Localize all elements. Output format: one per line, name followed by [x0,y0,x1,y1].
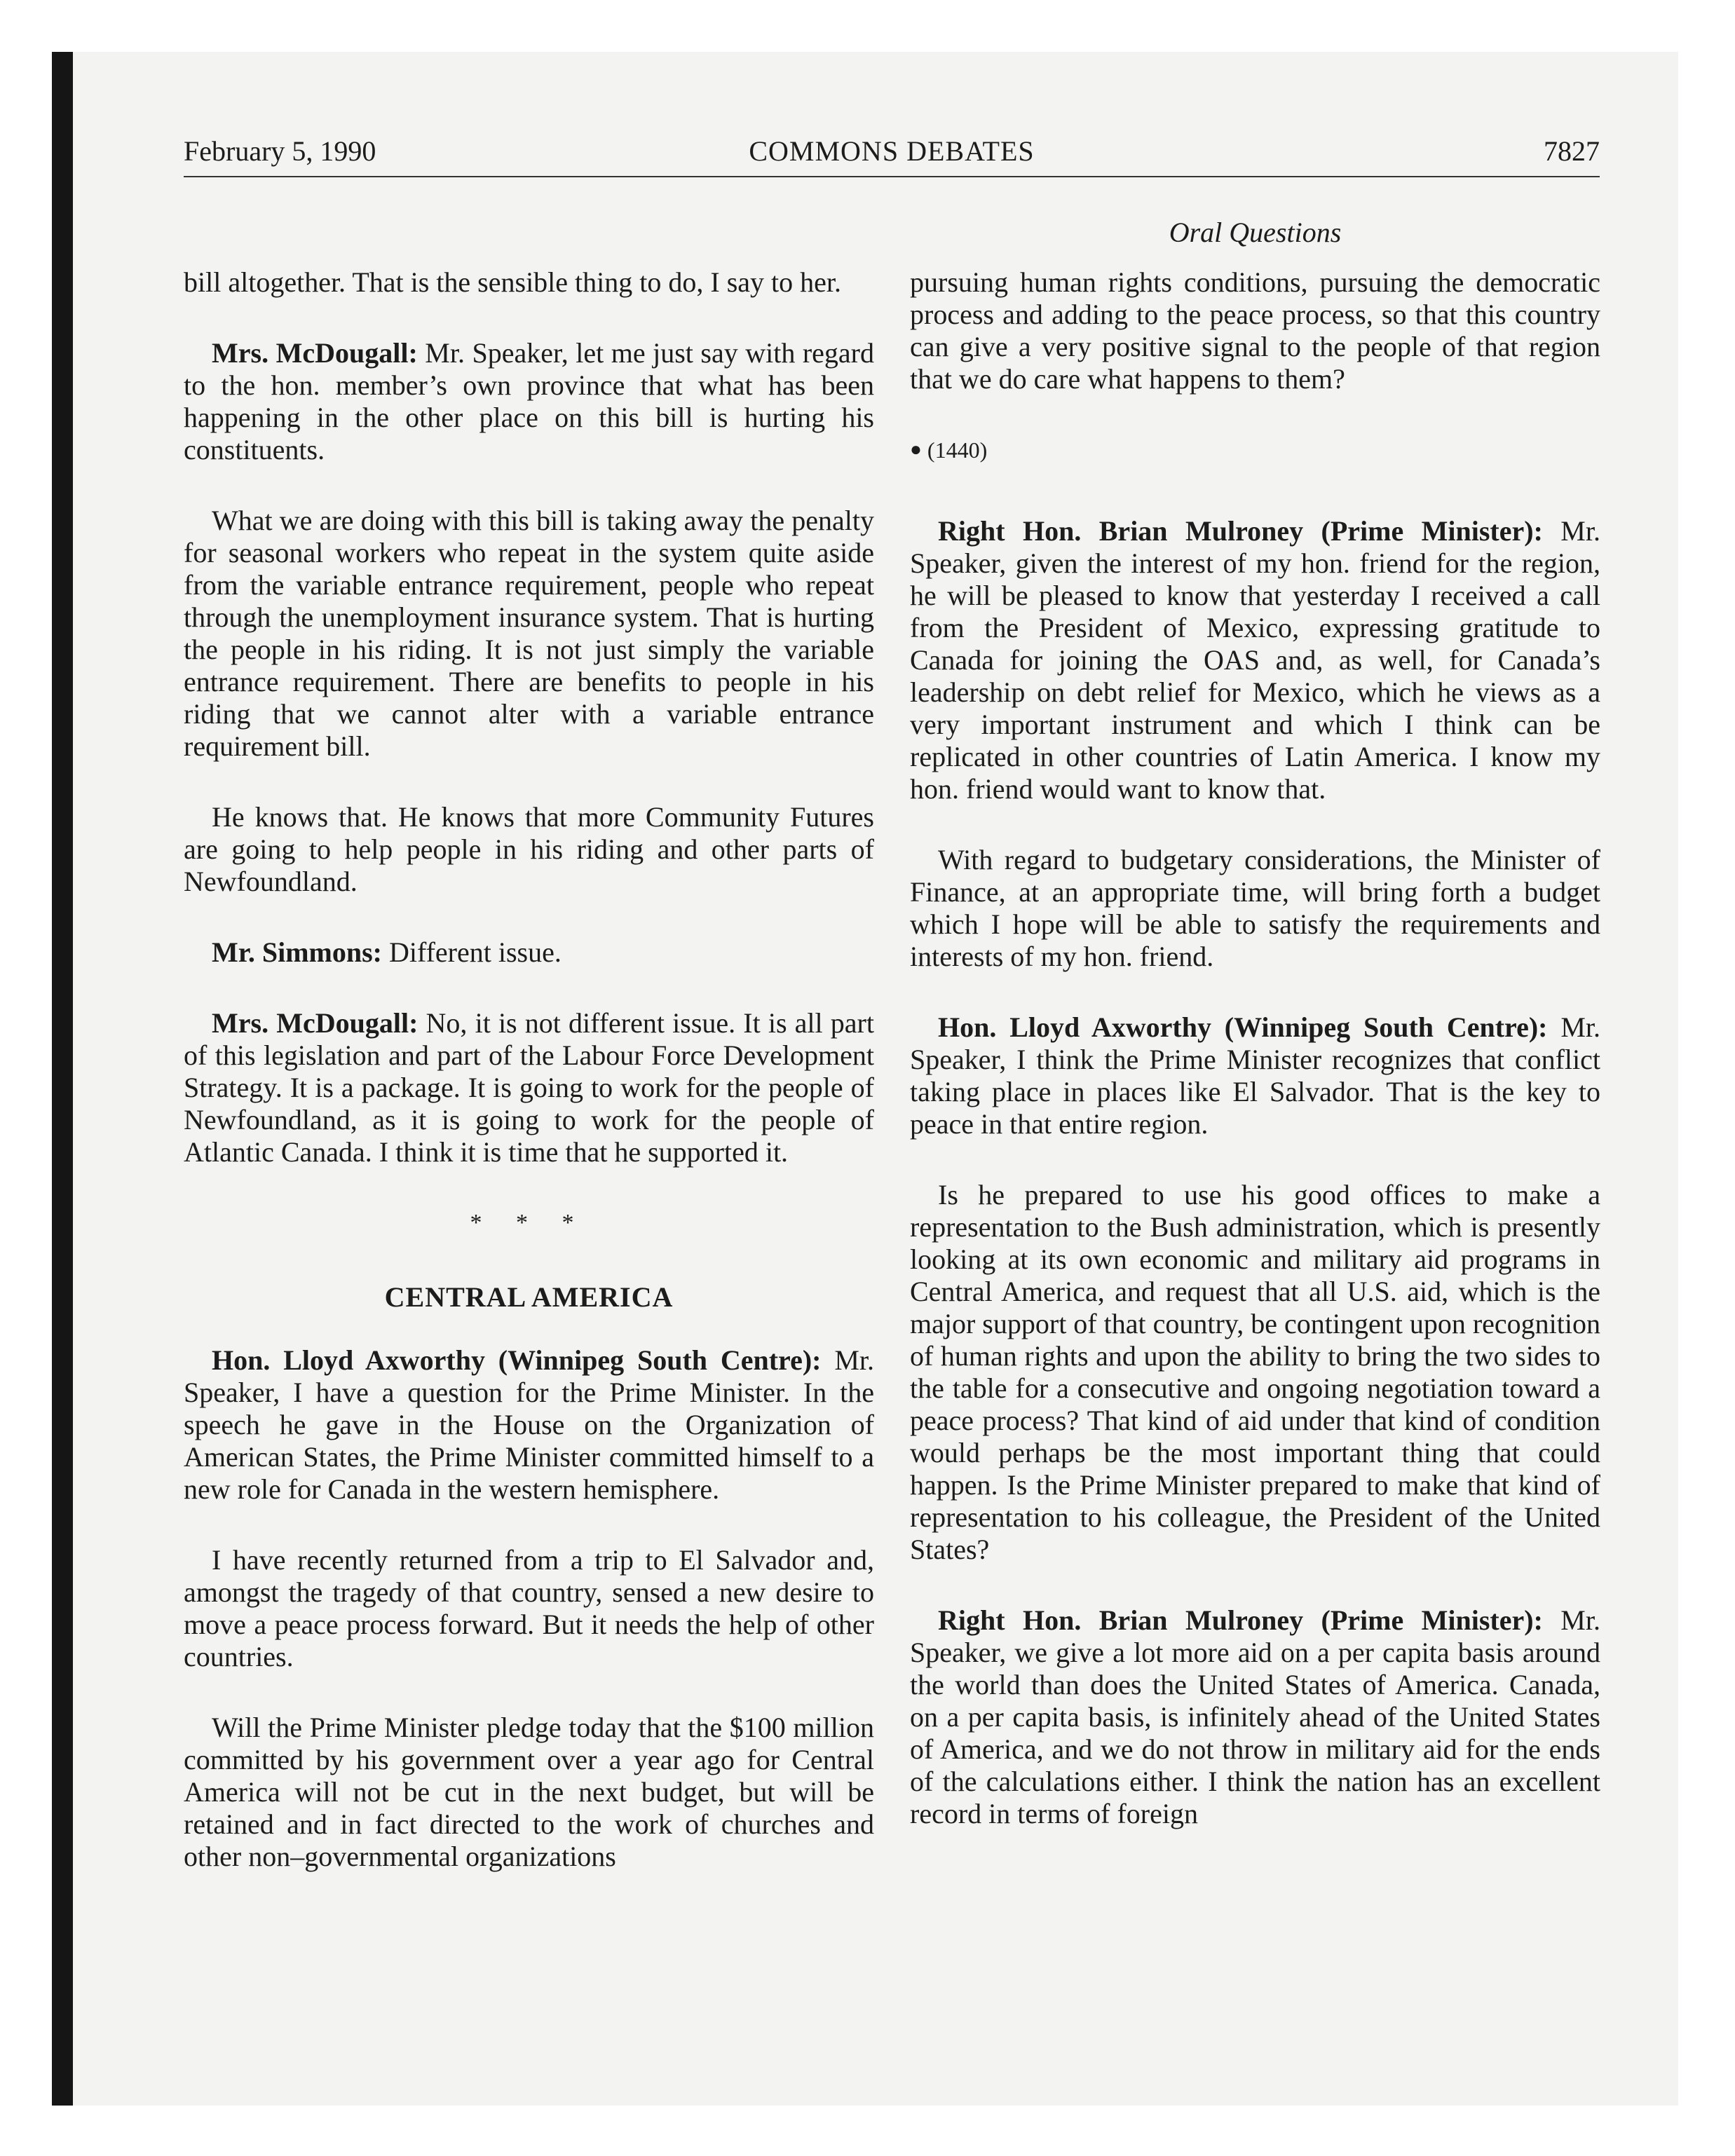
section-label: Oral Questions [1169,217,1342,248]
paragraph: With regard to budgetary considerations, the Minister of Finance, at an appropriate time, will bring forth a budget which I hope will be able to satisfy the requirements and interests of my hon. friend. [910,844,1600,972]
speech-text: Mr. Speaker, we give a lot more aid on a per capita basis around the world than does the United States of America. Canada, on a per capita basis, is infinitely ahead of the United States of America, and we do not throw in military aid for the ends of the calculations either. I think the nation has an excellent record in terms of foreign [910,1604,1600,1829]
section-heading: CENTRAL AMERICA [384,1281,674,1313]
bullet-icon: ● [910,439,922,460]
speaker-name: Hon. Lloyd Axworthy (Winnipeg South Centre): [212,1344,822,1376]
paragraph: What we are doing with this bill is taking away the penalty for seasonal workers who repeat in the system quite aside from the variable entrance requirement, people who repeat through the unemployment insurance system. That is hurting the people in his riding. It is not just simply the variable entrance requirement. There are benefits to people in his riding that we cannot alter with a variable entrance requirement bill. [184,505,874,762]
header-date: February 5, 1990 [184,135,376,167]
right-column [910,266,1600,1869]
paragraph [910,1604,1600,1830]
speech-text: Mr. Speaker, given the interest of my hon. friend for the region, he will be pleased to know that yesterday I received a call from the President of Mexico, expressing gratitude to Canada for joining the OAS and, as well, for Canada’s leadership on debt relief for Mexico, which he views as a very important instrument and which I think can be replicated in other countries of Latin America. I know my hon. friend would want to know that. [910,515,1600,805]
paragraph: He knows that. He knows that more Community Futures are going to help people in his riding and other parts of Newfoundland. [184,801,874,897]
speech-text: Mr. Speaker, let me just say with regard to the hon. member’s own province that what has been happening in the other place on this bill is hurting his constituents. [184,337,874,465]
speaker-name: Hon. Lloyd Axworthy (Winnipeg South Centre): [938,1011,1548,1043]
speech-text: Mr. Speaker, I think the Prime Minister recognizes that conflict taking place in places like El Salvador. That is the key to peace in that entire region. [910,1011,1600,1140]
speech-text: No, it is not different issue. It is all part of this legislation and part of the Labour Force Development Strategy. It is a package. It is going to work for the people of Newfoundland, as it is going to work for the people of Atlantic Canada. I think it is time that he supported it. [184,1007,874,1168]
speaker-name: Mrs. McDougall: [212,1007,419,1039]
header-title: COMMONS DEBATES [749,135,1035,167]
paragraph: Is he prepared to use his good offices to make a representation to the Bush administration, which is presently looking at its own economic and military aid programs in Central America, and request that all U.S. aid, which is the major support of that country, be contingent upon recognition of human rights and upon the ability to bring the two sides to the table for a consecutive and ongoing negotiation toward a peace process? That kind of aid under that kind of condition would perhaps be the most important thing that could happen. Is the Prime Minister prepared to make that kind of representation to his colleague, the President of the United States? [910,1179,1600,1565]
section-separator: * * * [470,1210,588,1236]
paragraph [910,515,1600,805]
time-marker-text: (1440) [927,437,988,463]
speech-text: Different issue. [381,936,562,968]
paragraph [184,1007,874,1168]
page-header [184,135,1600,177]
paragraph: Will the Prime Minister pledge today that the $100 million committed by his government over a year ago for Central America will not be cut in the next budget, but will be retained and in fact directed to the work of churches and other non–governmental organizations [184,1712,874,1872]
speaker-name: Right Hon. Brian Mulroney (Prime Minister): [938,515,1543,547]
speech-text: Mr. Speaker, I have a question for the Prime Minister. In the speech he gave in the House on the Organization of American States, the Prime Minister committed himself to a new role for Canada in the western hemisphere. [184,1344,874,1505]
header-page-number: 7827 [1544,135,1600,167]
paragraph: I have recently returned from a trip to El Salvador and, amongst the tragedy of that country, sensed a new desire to move a peace process forward. But it needs the help of other countries. [184,1544,874,1672]
paragraph: pursuing human rights conditions, pursuing the democratic process and adding to the peace process, so that this country can give a very positive signal to the people of that region that we do care what happens to them? [910,266,1600,395]
paragraph [184,1344,874,1506]
scan-shadow-edge [52,52,73,2106]
speaker-name: Mr. Simmons: [212,936,382,968]
paragraph [184,936,874,969]
paragraph: bill altogether. That is the sensible thing to do, I say to her. [184,266,842,298]
paragraph [184,337,874,466]
time-marker [910,434,1600,466]
speaker-name: Right Hon. Brian Mulroney (Prime Minister): [938,1604,1543,1636]
left-column [184,266,874,1911]
paragraph [910,1011,1600,1140]
speaker-name: Mrs. McDougall: [212,337,418,369]
header-rule [184,176,1600,177]
